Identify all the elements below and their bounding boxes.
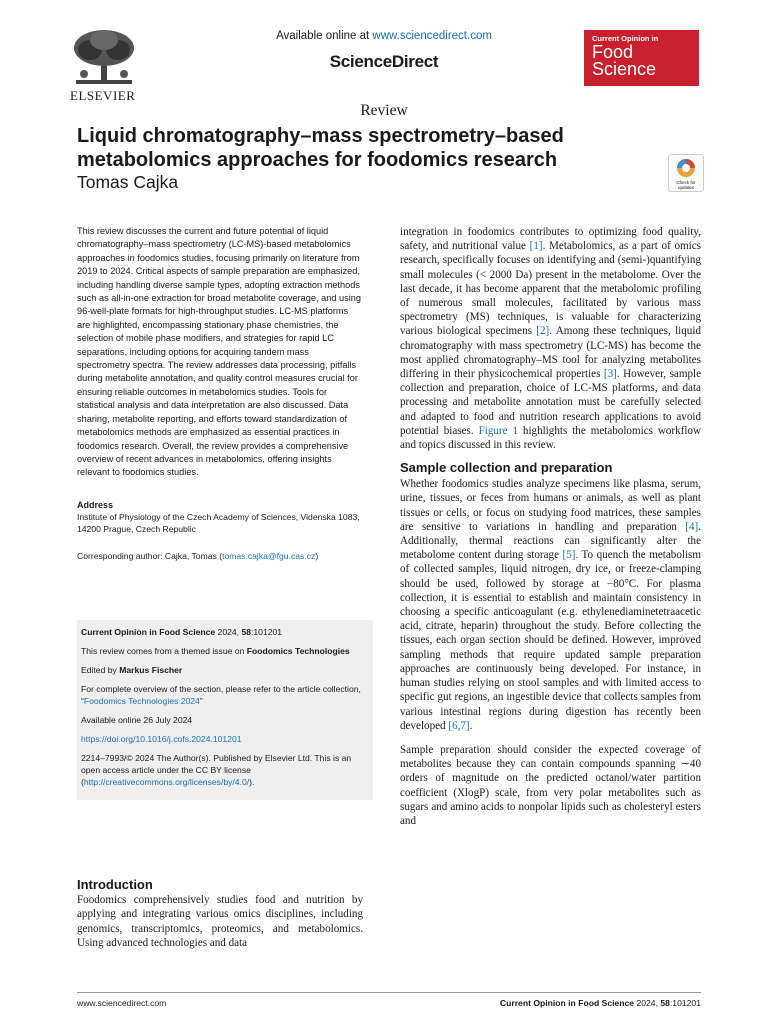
article-type: Review xyxy=(360,102,408,119)
right-column xyxy=(400,225,701,828)
themed-issue: This review comes from a themed issue on Foodomics Technologies xyxy=(81,646,350,656)
ref-link-3[interactable]: [3] xyxy=(603,368,617,381)
footer-citation: Current Opinion in Food Science 2024, 58:101201 xyxy=(499,998,701,1008)
figure-1-link[interactable]: Figure 1 xyxy=(478,424,518,437)
doi-link[interactable]: https://doi.org/10.1016/j.cofs.2024.101201 xyxy=(81,734,242,744)
sample-preparation-text: Sample preparation should consider the expected coverage of metabolites because they can contain compounds spanning ∼40 orders of magnitude on the predicted octanol/water partition coefficient (XlogP) scale, from very polar metabolites such as sugars and amino acids to nonpolar lipids such as cholesteryl esters and xyxy=(400,743,701,827)
ref-link-4[interactable]: [4] xyxy=(685,520,699,533)
crossmark-icon xyxy=(669,155,703,181)
ref-link-6-7[interactable]: [6,7] xyxy=(448,719,470,732)
ref-link-2[interactable]: [2] xyxy=(536,325,550,338)
doi-paragraph xyxy=(81,733,369,745)
sciencedirect-link[interactable]: www.sciencedirect.com xyxy=(372,30,492,42)
sample-collection-heading: Sample collection and preparation xyxy=(400,460,613,476)
corresponding-author: Corresponding author: Cajka, Tomas (tomas.cajka@fgu.cas.cz) xyxy=(77,550,319,561)
section-overview: For complete overview of the section, please refer to the article collection, “Foodomics Technologies 2024” xyxy=(81,684,361,706)
author-email-link[interactable]: tomas.cajka@fgu.cas.cz xyxy=(222,550,316,561)
sample-collection-text: Whether foodomics studies analyze specimens like plasma, serum, urine, tissues, or feces from humans or animals, as well as plant tissues or cells, or focus on studying food matrices, these samples are sensitive to variations in handling and preparation [4]. Additionally, thermal reactions can significantly alter the metabolome content during storage [5]. To quench the metabolism of collected samples, liquid nitrogen, dry ice, or freeze-clamping should be used, followed by storage at −80°C. For plasma collection, it is essential to establish and maintain consistency in choosing a specific anticoagulant (e.g. ethylenediaminetetraacetic acid, citrate, heparin) throughout the study. Before collecting the tissues, each organ section should be defined. However, improved sampling methods that require updated sample preparation approaches are continuously being developed. For instance, in human studies relying on stool samples and with limited access to specific gut regions, an ingestible device that collects samples from various intestinal regions during digestion has recently been developed [6,7]. xyxy=(400,478,701,732)
license-text: 2214–7993/© 2024 The Author(s). Published by Elsevier Ltd. This is an open access article under the CC BY license (http://creativecommons.org/licenses/by/4.0/). xyxy=(81,753,352,787)
intro-continuation: integration in foodomics contributes to optimizing food quality, safety, and nutritional value [1]. Metabolomics, as a part of omics research, specifically focuses on identifying and (semi-)quantifying small molecules (< 2000 Da) present in the metabolome. Over the last decade, it has become apparent that the metabolomic profiling of numerous small molecules, facilitated by various mass spectrometry (MS) techniques, is valuable for characterizing various biological specimens [2]. Among these techniques, liquid chromatography with mass spectrometry (LC-MS) has become the most applied chromatography–MS tool for analyzing metabolites differing in their physicochemical properties [3]. However, sample collection and preparation, choice of LC-MS platforms, and data processing and metabolite annotation must be carefully selected and adapted to food and nutrition research applications to avoid potential biases. Figure 1 highlights the metabolomics workflow and topics discussed in this review. xyxy=(400,226,701,452)
address-text: Institute of Physiology of the Czech Academy of Sciences, Videnska 1083, 14200 Prague, Czech Republic xyxy=(77,511,360,535)
collection-link[interactable]: Foodomics Technologies 2024 xyxy=(83,696,200,706)
ref-link-5[interactable]: [5] xyxy=(562,549,576,562)
journal-cover-badge: Current Opinion in Food Science xyxy=(584,30,699,86)
introduction-heading: Introduction xyxy=(77,877,153,892)
article-info-box xyxy=(77,620,373,800)
left-column xyxy=(77,225,363,562)
publisher-logo-word: ELSEVIER xyxy=(70,88,136,103)
license-link[interactable]: http://creativecommons.org/licenses/by/4.0/ xyxy=(83,777,250,787)
ref-link-1[interactable]: [1] xyxy=(529,240,543,253)
journal-citation: Current Opinion in Food Science 2024, 58:101201 xyxy=(81,627,283,637)
available-online-line: Available online at www.sciencedirect.com xyxy=(276,30,492,42)
footer-divider xyxy=(77,992,701,993)
article-title: Liquid chromatography–mass spectrometry–based metabolomics approaches for foodomics research xyxy=(77,125,564,171)
address-heading: Address xyxy=(77,499,114,510)
check-for-updates-button[interactable]: Check for updates xyxy=(668,154,704,192)
edited-by: Edited by Markus Fischer xyxy=(81,665,183,675)
abstract: This review discusses the current and future potential of liquid chromatography–mass spectrometry (LC-MS)-based metabolomics approaches in foodomics studies, focusing primarily on literature from 2019 to 2024. Critical aspects of sample preparation are emphasized, including handling diverse sample types, adopting extraction methods such as all-in-one extraction for broad metabolite coverage, and using 96-well-plate formats for high-throughput studies. LC-MS platforms are highlighted, encompassing stationary phase chemistries, the selection of mobile phase modifiers, and strategies for rapid LC separations, including options for acquiring tandem mass spectrometry spectra. The review addresses data processing, pitfalls during metabolite annotation, and quality control measures crucial for ensuring reliable outcomes in metabolomics studies. Tools for statistical analysis and data interpretation are also discussed. Data sharing, metabolite reporting, and efforts toward standardization of metabolomics methods are emphasized as essential practices in foodomics research. Overall, the review provides a comprehensive overview of recent advances in metabolomics, offering insights relevant to foodomics studies. xyxy=(77,226,361,478)
article-author: Tomas Cajka xyxy=(77,172,179,192)
available-online-date: Available online 26 July 2024 xyxy=(81,715,193,725)
footer-website: www.sciencedirect.com xyxy=(77,998,167,1008)
sciencedirect-brand: ScienceDirect xyxy=(329,52,439,71)
introduction-text: Foodomics comprehensively studies food and nutrition by applying and integrating various omics disciplines, including genomics, transcriptomics, proteomics, and metabolomics. Using advanced technologies and data xyxy=(77,894,363,949)
